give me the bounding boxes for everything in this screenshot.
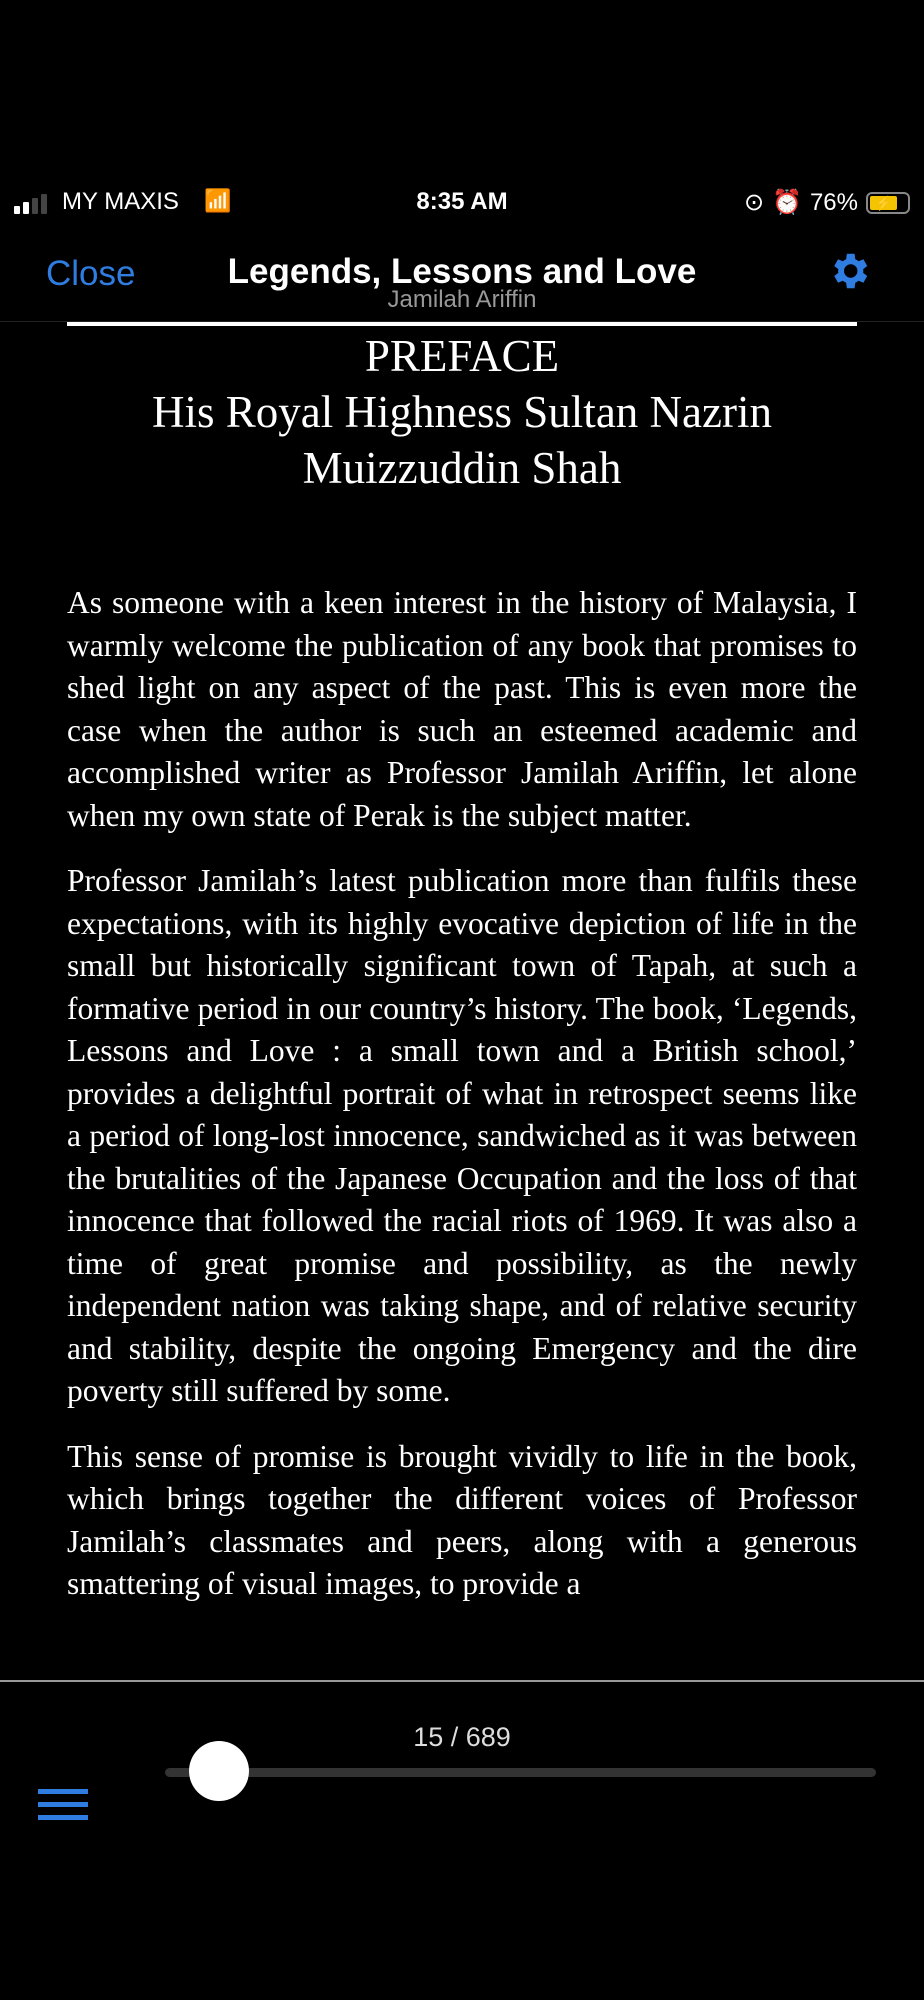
- alarm-icon: ⏰: [772, 189, 802, 216]
- close-button[interactable]: Close: [46, 254, 136, 293]
- paragraph: As someone with a keen interest in the history of Malaysia, I warmly welcome the publication of any book that promises to shed light on any aspect of the past. This is even more the case when the author is such an esteemed academic and accomplished writer as Professor Jamilah Ariffin, let alone when my own state of Perak is the subject matter.: [67, 585, 857, 833]
- wifi-icon: 📶: [204, 188, 232, 213]
- page-slider-thumb[interactable]: [189, 1741, 249, 1801]
- page-indicator: 15 / 689: [413, 1722, 511, 1752]
- footer-divider: [0, 1680, 924, 1682]
- battery-percent: 76%: [809, 188, 858, 216]
- page-slider[interactable]: [165, 1768, 876, 1777]
- status-bar: [0, 186, 924, 220]
- heading-line: PREFACE: [364, 331, 560, 381]
- clock: 8:35 AM: [416, 188, 508, 215]
- book-author: Jamilah Ariffin: [387, 286, 537, 313]
- chapter-heading: [67, 328, 857, 496]
- carrier: MY MAXIS: [62, 188, 179, 215]
- paragraph: This sense of promise is brought vividly to life in the book, which brings together the different voices of Professor Jamilah’s classmates and peers, along with a generous smattering of visual images, to provide a: [67, 1438, 857, 1601]
- gear-icon[interactable]: [826, 248, 872, 294]
- chapter-body: [67, 582, 857, 1606]
- heading-line: Muizzuddin Shah: [302, 443, 622, 493]
- paragraph: Professor Jamilah’s latest publication more than fulfils these expectations, with its highly evocative depiction of life in the small but historically significant town of Tapah, at such a formative period in our country’s history. The book, ‘Legends, Lessons and Love : a small town and a British school,’ provides a delightful portrait of what in retrospect seems like a period of long-lost innocence, sandwiched as it was between the brutalities of the Japanese Occupation and the loss of that innocence that followed the racial riots of 1969. It was also a time of great promise and possibility, as the newly independent nation was taking shape, and of relative security and stability, despite the ongoing Emergency and the dire poverty still suffered by some.: [67, 863, 857, 1408]
- orientation-lock-icon: ⊙: [743, 189, 765, 216]
- reader-content[interactable]: [67, 326, 857, 1680]
- table-of-contents-icon[interactable]: [38, 1789, 88, 1828]
- heading-line: His Royal Highness Sultan Nazrin: [152, 387, 772, 437]
- battery-icon: ⚡: [866, 192, 910, 214]
- book-title: Legends, Lessons and Love: [227, 252, 697, 291]
